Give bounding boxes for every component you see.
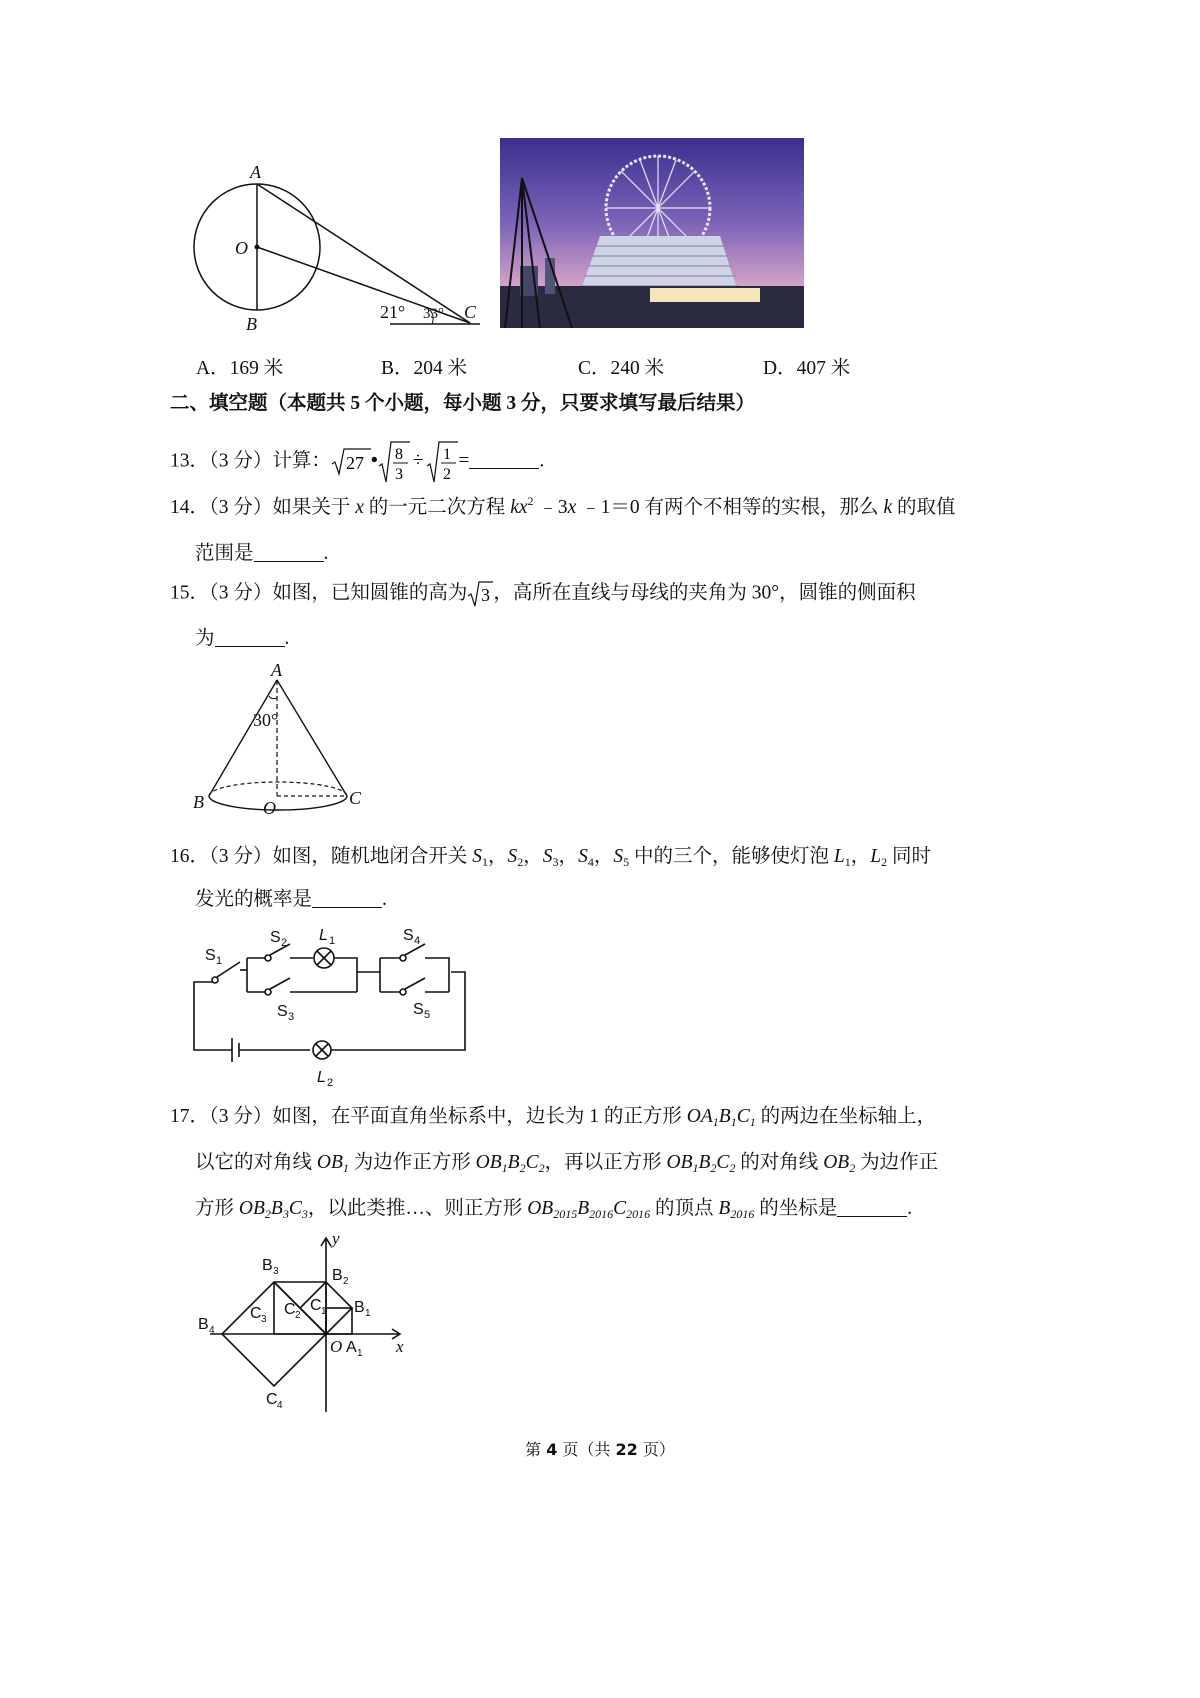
label-o: O: [235, 238, 248, 258]
q16-s5-sub: 5: [623, 855, 630, 869]
q16-l2-sub: 2: [881, 855, 888, 869]
q16-s4-sub: 4: [587, 855, 594, 869]
label-b3-sub: 3: [273, 1266, 279, 1277]
answer-blank[interactable]: [469, 450, 539, 469]
fig-s2: S: [270, 929, 281, 946]
q16-sep-3: ，: [558, 846, 579, 867]
cone-label-o: O: [263, 798, 276, 818]
label-b2: B: [332, 1267, 343, 1284]
q14-text-2: 的一元二次方程: [363, 497, 511, 518]
footer-text-1: 第: [525, 1440, 547, 1459]
footer-text-2: 页（共: [557, 1440, 616, 1459]
fig-s5-sub: 5: [424, 1009, 431, 1021]
label-b1-sub: 1: [365, 1308, 371, 1319]
q13-f1n: 8: [394, 446, 403, 463]
question-15-line2: [195, 626, 289, 652]
section-heading: 二、填空题（本题共 5 个小题，每小题 3 分，只要求填写最后结果）: [170, 393, 756, 414]
answer-blank[interactable]: [312, 889, 382, 908]
label-b4: B: [198, 1316, 209, 1333]
answer-blank[interactable]: [215, 628, 285, 647]
sq-ob2015: $OB_{2015}B_{2016}C_{2016}$: [527, 1198, 651, 1221]
q13-f2n: 1: [443, 446, 452, 463]
label-c4: C: [266, 1391, 278, 1408]
fig-s3: S: [277, 1003, 288, 1020]
q14-var-k: k: [883, 497, 893, 518]
q14-text-6: 范围是: [195, 543, 254, 564]
question-14-line2: [195, 541, 328, 567]
coordinate-squares-figure: [190, 1232, 420, 1417]
q15-text-3: 为: [195, 628, 215, 649]
q13-eq: =: [458, 450, 470, 472]
label-c1: C: [310, 1297, 322, 1314]
total-pages: 22: [615, 1440, 638, 1459]
q16-sep-1: ，: [488, 846, 508, 867]
question-16: [170, 844, 931, 870]
cone-label-c: C: [349, 788, 362, 808]
q16-end: .: [382, 889, 387, 910]
q14-var-kx: kx: [510, 497, 528, 518]
q14-var-x2: x: [567, 497, 577, 518]
q16-s1: S: [472, 846, 483, 867]
diag-ob1: $OB_1$: [316, 1152, 349, 1175]
fig-l1-sub: 1: [329, 935, 336, 947]
q16-s2-sub: 2: [517, 855, 524, 869]
fig-s1-sub: 1: [216, 955, 223, 967]
q17-text-4: 为边作正方形: [348, 1152, 476, 1173]
q13-end: .: [539, 450, 545, 472]
question-17-line2: [195, 1150, 938, 1176]
q14-text-1: 14．（3 分）如果关于: [170, 497, 356, 518]
option-b: B．204 米: [381, 358, 468, 379]
q14-end: .: [323, 543, 329, 564]
q16-s3-sub: 3: [552, 855, 559, 869]
q17-text-2: 的两边在坐标轴上，: [755, 1106, 937, 1127]
q17-text-8: 方形: [195, 1198, 239, 1219]
fig-s4-sub: 4: [414, 935, 421, 947]
sq-ob2b3c3: $OB_2B_3C_3$: [238, 1198, 308, 1221]
answer-blank[interactable]: [837, 1198, 907, 1217]
question-15: [170, 580, 916, 608]
q16-s2: S: [507, 846, 518, 867]
q16-l1: L: [833, 846, 845, 867]
vertex-b2016: $B_{2016}$: [718, 1198, 755, 1221]
page-number: 4: [546, 1440, 558, 1459]
q16-sep-4: ，: [593, 846, 614, 867]
option-d: D．407 米: [763, 358, 851, 379]
q17-text-3: 以它的对角线: [195, 1152, 317, 1173]
fig-s1: S: [205, 947, 216, 964]
q13-f2d: 2: [443, 466, 452, 483]
sq-ob1b2c2-b: $OB_1B_2C_2$: [666, 1152, 736, 1175]
q13-dot: •: [370, 450, 378, 472]
label-c1-sub: 1: [321, 1306, 327, 1317]
label-b4-sub: 4: [209, 1325, 215, 1336]
cone-label-a: A: [271, 660, 282, 680]
q13-div: ÷: [412, 450, 424, 472]
cone-figure: [185, 660, 385, 820]
angle-33: 33°: [423, 306, 444, 322]
fig-s5: S: [413, 1001, 424, 1018]
page-footer: [0, 1437, 1200, 1460]
label-b3: B: [262, 1257, 273, 1274]
q17-text-5: ，再以正方形: [544, 1152, 667, 1173]
q14-exponent: 2: [527, 494, 534, 508]
circuit-figure: [185, 922, 485, 1092]
sqrt-27: [331, 447, 371, 477]
q16-sep-5: ，: [850, 846, 871, 867]
q17-text-9: ，以此类推…、则正方形: [307, 1198, 528, 1219]
ferris-wheel-photo: [500, 138, 804, 328]
label-b1: B: [354, 1299, 365, 1316]
q16-s1-sub: 1: [482, 855, 489, 869]
q14-text-5: 的取值: [892, 497, 956, 518]
q13-radicand: 27: [345, 453, 364, 473]
q16-text-2: 中的三个，能够使灯泡: [629, 846, 834, 867]
label-c4-sub: 4: [277, 1400, 283, 1411]
axis-x: x: [396, 1337, 404, 1356]
label-c3: C: [250, 1305, 262, 1322]
q15-end: .: [284, 628, 290, 649]
question-17: [170, 1104, 936, 1130]
label-b: B: [246, 314, 257, 334]
q16-text-4: 发光的概率是: [195, 889, 313, 910]
origin-o: O: [330, 1337, 343, 1356]
q14-var-x: x: [355, 497, 364, 518]
q17-text-11: 的坐标是: [754, 1198, 838, 1219]
q17-text-1: 17．（3 分）如图，在平面直角坐标系中，边长为 1 的正方形: [170, 1106, 687, 1127]
fig-s2-sub: 2: [281, 937, 288, 949]
label-a: A: [250, 162, 261, 182]
diag-ob2: $OB_2$: [823, 1152, 856, 1175]
circle-figure: [180, 160, 500, 340]
q16-text-1: 16．（3 分）如图，随机地闭合开关: [170, 846, 473, 867]
question-16-line2: [195, 887, 387, 913]
q13-f1d: 3: [394, 466, 403, 483]
q17-end: .: [907, 1198, 913, 1219]
cone-angle: 30°: [253, 710, 279, 730]
q16-s4: S: [578, 846, 588, 867]
question-13: [170, 440, 544, 484]
sq-ob1b2c2: $OB_1B_2C_2$: [475, 1152, 545, 1175]
label-c: C: [464, 302, 477, 322]
fig-l2-sub: 2: [327, 1077, 334, 1089]
q16-text-3: 同时: [887, 846, 931, 867]
q17-text-6: 的对角线: [735, 1152, 824, 1173]
question-17-line3: [195, 1196, 912, 1222]
q15-text-2: ，高所在直线与母线的夹角为 30°，圆锥的侧面积: [493, 582, 916, 604]
q15-text-1: 15．（3 分）如图，已知圆锥的高为: [170, 582, 468, 604]
question-14: [170, 495, 955, 521]
q16-l1-sub: 1: [844, 855, 851, 869]
fig-l2: L: [317, 1069, 326, 1086]
q14-text-4: ﹣1＝0 有两个不相等的实根，那么: [576, 497, 884, 518]
label-c3-sub: 3: [261, 1314, 267, 1325]
axis-y: y: [332, 1232, 340, 1248]
footer-text-3: 页）: [637, 1440, 675, 1459]
q15-radicand: 3: [481, 585, 491, 605]
sq-oa1b1c1: $OA_1B_1C_1$: [686, 1106, 756, 1129]
q17-text-10: 的顶点: [650, 1198, 719, 1219]
angle-21: 21°: [380, 302, 406, 322]
q13-prefix: 13．（3 分）计算：: [170, 450, 331, 472]
q16-sep-2: ，: [523, 846, 543, 867]
option-a: A．169 米: [196, 358, 284, 379]
fig-s4: S: [403, 927, 414, 944]
q14-text-3: ﹣3: [533, 497, 568, 518]
label-a1: A: [346, 1339, 357, 1356]
label-c2: C: [284, 1301, 296, 1318]
label-a1-sub: 1: [357, 1348, 363, 1359]
q16-l2: L: [870, 846, 882, 867]
q16-s5: S: [613, 846, 624, 867]
q16-s3: S: [542, 846, 553, 867]
sqrt-3: [467, 580, 493, 608]
answer-blank[interactable]: [254, 543, 324, 562]
sqrt-frac-8-3: [378, 440, 410, 484]
fig-s3-sub: 3: [288, 1011, 295, 1023]
sqrt-frac-1-2: [426, 440, 458, 484]
label-b2-sub: 2: [343, 1276, 349, 1287]
fig-l1: L: [319, 927, 328, 944]
option-c: C．240 米: [578, 358, 665, 379]
label-c2-sub: 2: [295, 1310, 301, 1321]
cone-label-b: B: [193, 792, 204, 812]
q17-text-7: 为边作正: [855, 1152, 939, 1173]
